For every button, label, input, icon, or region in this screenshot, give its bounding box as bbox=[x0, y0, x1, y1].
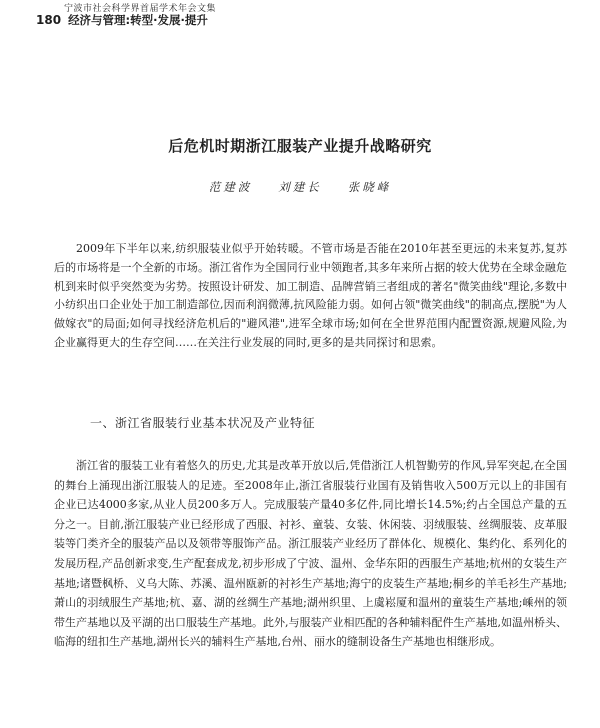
author-name: 张晓峰 bbox=[347, 180, 392, 194]
author-list bbox=[0, 179, 600, 195]
journal-title: 经济与管理:转型·发展·提升 bbox=[68, 13, 208, 27]
running-header bbox=[36, 12, 208, 28]
section-heading: 一、浙江省服装行业基本状况及产业特征 bbox=[90, 416, 316, 430]
body-paragraph: 浙江省的服装工业有着悠久的历史,尤其是改革开放以后,凭借浙江人机智勤劳的作风,异军突起,在全国的舞台上涌现出浙江服装人的足迹。至2008年止,浙江省服装行业国有及销售收入500万元以上的非国有企业已达4000多家,从业人员200多万人。完成服装产量40多亿件,同比增长14.5%;约占全国总产量的五分之一。目前,浙江服装产业已经形成了西服、衬衫、童装、女装、休闲装、羽绒服装、丝绸服装、皮革服装等门类齐全的服装产品以及领带等服饰产品。浙江服装产业经历了群体化、规模化、集约化、系列化的发展历程,产品创新求变,生产配套成龙,初步形成了宁波、温州、金华东阳的西服生产基地;杭州的女装生产基地;诸暨枫桥、义乌大陈、苏溪、温州瓯新的衬衫生产基地;海宁的皮装生产基地;桐乡的羊毛衫生产基地;萧山的羽绒服生产基地;杭、嘉、湖的丝绸生产基地;湖州织里、上虞崧厦和温州的童装生产基地;嵊州的领带生产基地以及平湖的出口服装生产基地。此外,与服装产业相匹配的各种辅料配件生产基地,如温州桥头、临海的纽扣生产基地,湖州长兴的辅料生产基地,台州、丽水的缝制设备生产基地也相继形成。 bbox=[54, 459, 567, 649]
running-header-collection: 宁波市社会科学界首届学术年会文集 bbox=[64, 4, 217, 14]
article-title: 后危机时期浙江服装产业提升战略研究 bbox=[168, 137, 432, 156]
author-name: 范建波 bbox=[208, 180, 253, 194]
abstract-paragraph: 2009年下半年以来,纺织服装业似乎开始转暖。不管市场是否能在2010年甚至更远的未来复苏,复苏后的市场将是一个全新的市场。浙江省作为全国同行业中领跑者,其多年来所占据的较大优势在全球金融危机到来时似乎突然变为劣势。按照设计研发、加工制造、品牌营销三者组成的著名"微笑曲线"理论,多数中小纺织出口企业处于加工制造部位,因而利润微薄,抗风险能力弱。如何占领"微笑曲线"的制高点,摆脱"为人做嫁衣"的局面;如何寻找经济危机后的"避风港",进军全球市场;如何在全世界范围内配置资源,规避风险,为企业赢得更大的生存空间……在关注行业发展的同时,更多的是共同探讨和思索。 bbox=[54, 242, 567, 349]
author-name: 刘建长 bbox=[278, 180, 322, 194]
page-number: 180 bbox=[36, 13, 62, 27]
